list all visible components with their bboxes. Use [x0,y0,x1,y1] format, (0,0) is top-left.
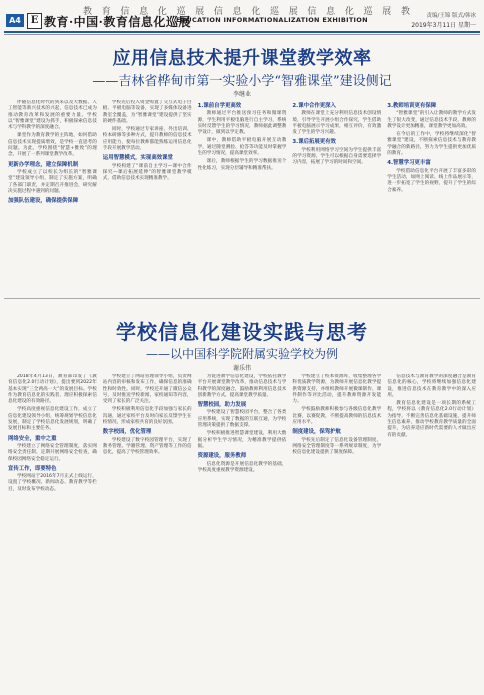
article2-column-1 [8,374,97,692]
masthead-char: 信 [213,7,224,17]
section-heading: 2.课中合作更深入 [292,103,336,109]
article1-column-1 [8,100,97,290]
article1-author: 李继业 [232,91,251,98]
masthead-char: 巡 [363,7,374,17]
masthead-char: 息 [139,7,150,17]
paragraph: 学校建立了校本资源库，收集整理各学科优质教学资源，为教师开展信息化教学提供资源支持，并组织教师开展微课制作、课件制作等评比活动，提升教师资源开发能力。 [292,374,382,405]
section-heading: 4.智慧学习更丰富 [387,160,431,167]
section-heading: 资源建设，服务教师 [197,453,247,460]
article2-body [8,374,476,692]
paragraph: 伴随信息化时代的到来以及大数据、人工智能等新兴技术的兴起，信息技术已成为推动教育改革和发展的重要力量。学校以“智雅课堂”建设为抓手，积极探索信息技术与学科教学的深度融合。 [8,100,97,131]
paragraph: 课堂作为教育教学的主阵地，如何借助信息技术实现提质增效，是学校一直思考的问题。为此，学校围绕“智慧+雅致”的理念，开展了一系列课堂教学改革。 [8,133,97,158]
paragraph: 为促进教学信息化建设，学校依托教学平台开展课堂教学改革，推动信息技术与学科教学的深度融合，鼓励教师利用信息技术创新教学方式，提高课堂教学质量。 [197,374,287,398]
paragraph: 学校借助信息化平台开展了丰富多彩的学生活动，如网上阅读、线上作品展示等，进一步拓宽了学生的视野，提升了学生的综合素养。 [387,168,476,193]
paragraph: 同时，学校通过专家讲座、外出培训、校本研修等多种方式，提升教师的信息技术应用能力，使每位教师都能熟练运用信息化手段开展教学活动。 [102,127,192,152]
masthead-char: 教 [82,7,93,17]
section-heading: 宣传工作，即要特色 [8,465,57,472]
paragraph: 学校积极推进智慧课堂建设，利用大数据分析学生学习情况，为精准教学提供依据。 [197,431,287,449]
masthead-rule-thin [4,34,480,35]
section-heading: 3.教师培训更有保障 [387,103,437,109]
article2-column-4 [292,374,381,692]
paragraph: 学校鼓励教师积极参与各级信息化教学比赛，以赛促教，不断提高教师的信息技术应用水平。 [292,407,382,426]
masthead-char: 信 [307,7,318,17]
paragraph: 课中，教师借助平板电脑开展互动教学，通过随堂测验、抢答等功能及时掌握学生的学习情况，提高课堂效率。 [197,138,287,157]
masthead-char: 息 [232,7,243,17]
paragraph: 信息化资源是开展信息化教学的基础，学校高度重视教学资源建设。 [197,461,287,473]
article-divider [4,298,480,299]
paragraph: 学校利用网络学习空间为学生提供丰富的学习资源，学生可以根据自身需要选择学习内容，拓展了学习的时间和空间。 [292,147,382,166]
article2-author: 谢乐伟 [232,365,251,372]
article1-column-5 [387,100,476,290]
paragraph: 课后，教师根据学生的学习数据推送个性化练习，实现分层辅导和精准帮扶。 [197,159,287,171]
paragraph: 学校建立了网络安全管理制度，落实网络安全责任制，定期开展网络安全检查，确保校园网络安全稳定运行。 [8,443,97,462]
paragraph: 学校建设了数字校园管理平台，实现了教务管理、学籍管理、资产管理等工作的信息化，提高了学校管理效率。 [102,437,192,456]
masthead-char: 息 [326,7,337,17]
article2-subtitle: ——以中国科学院附属实验学校为例 [145,347,338,361]
article1-body [8,100,476,290]
masthead-char: 化 [344,7,355,17]
masthead-char: 化 [157,7,168,17]
article2-column-2 [103,374,192,692]
masthead-char: 育 [101,7,112,17]
paragraph: 学校成立了以校长为组长的“智雅课堂”建设领导小组，制定了实施方案，明确了各部门职责，并定期召开推进会，研究解决实施过程中遇到的问题。 [8,169,97,194]
section-heading: 3.课后拓展更有效 [292,139,336,146]
article1-column-4 [292,100,381,290]
article2-column-5 [387,374,476,692]
paragraph: 学校建设了智慧校园平台，整合了各类应用系统，实现了数据的互联互通，为学校管理决策提供了数据支撑。 [197,410,287,429]
section-heading: 制度建设，保驾护航 [292,429,341,436]
section-heading: 数字校园，优化管理 [102,429,152,436]
article1-headline: 应用信息技术提升课堂教学效率 [112,48,372,69]
paragraph: 学校构建了“课前自主学习—课中合作探究—课后拓展延伸”的智雅课堂教学模式，借助信息技术实现精准教学。 [102,163,192,182]
paragraph: 学校先后制定了信息化设备管理制度、网络安全管理制度等一系列规章制度，为学校信息化建设提供了制度保障。 [292,437,382,456]
editors-credit: 责编/王锦 版式/韩冰 [426,13,476,19]
page-number: A4 [6,14,24,27]
section-english-name: EDUCATION INFORMATIONALIZATION EXHIBITION [176,16,368,24]
paragraph: 教师通过平台推送预习任务和微课资源，学生利用平板电脑进行自主学习，系统实时反馈学生的学习情况，教师据此调整教学设计，做到以学定教。 [197,111,287,136]
paragraph: 信息技术与教育教学的深度融合是教育信息化的核心，学校将继续加强信息化建设，推进信息技术在教育教学中的深入应用。 [387,374,476,398]
article1-subtitle: ——吉林省桦甸市第一实验小学“智雅课堂”建设侧记 [92,74,392,89]
section-heading: 加强队伍建设，确保提供保障 [8,198,79,205]
masthead-char: 化 [251,7,262,17]
section-name: 教育·中国·教育信息化巡展 [44,15,191,29]
article2-column-3 [198,374,287,692]
section-heading: 更新办学理念，建立保障机制 [8,161,79,168]
paragraph: 2018年4月13日，教育部印发了《教育信息化2.0行动计划》，提出要到2022年基本实现“三全两高一大”的发展目标。学校作为教育信息化的实践者，理应积极探索信息化建设的有效路径。 [8,374,97,405]
masthead-char: 展 [288,7,299,17]
masthead-char: 巡 [270,7,281,17]
masthead-char: 教 [400,7,411,17]
article1-column-3 [198,100,287,290]
paragraph: 在今后的工作中，学校将继续深化“智雅课堂”建设，不断探索信息技术与教育教学融合的新路径，努力为学生提供更加优质的教育。 [387,132,476,157]
masthead [0,0,484,34]
section-heading: 运用智慧模式，实现高效课堂 [102,155,173,162]
masthead-char: 展 [382,7,393,17]
masthead-char: 巡 [176,7,187,17]
section-badge: E [27,13,42,29]
issue-date: 2019年3月11日 星期一 [411,22,476,29]
paragraph: 教师在课堂上充分利用信息技术创设情境，引导学生开展小组合作探究，学生借助平板电脑展示学习成果，相互评价，有效激发了学生的学习兴趣。 [292,111,382,136]
paragraph: 教育信息化建设是一项长期的系统工程，学校将以《教育信息化2.0行动计划》为指导，不断完善信息化基础设施，提升师生信息素养，推动学校教育教学质量的全面提升，为培养适应新时代需要的人才做出应有的贡献。 [387,401,476,438]
paragraph: 学校积极利用信息化手段加强与家长的沟通，通过家校平台及时向家长反馈学生在校情况，形成家校共育的良好氛围。 [102,407,192,426]
article2-headline: 学校信息化建设实践与思考 [116,320,368,344]
paragraph: 学校建立了网站管理领导小组，负责网站内容的审核和发布工作，确保信息的准确性和时效性。同时，学校还开通了微信公众号，及时推送学校新闻、家校通知等内容，受到了家长的广泛关注。 [102,374,192,405]
paragraph: 学校先后投入资金购置了交互式电子白板、平板电脑等设备，实现了多媒体设备进教室全覆盖，为“智雅课堂”建设提供了坚实的硬件基础。 [102,100,192,124]
section-heading: 智慧校园，助力发展 [197,402,247,409]
section-heading: 网络安全，重中之重 [8,435,57,442]
paragraph: “智雅课堂”的引入让教师的教学方式发生了很大改变，通过信息技术手段，教师的教学设计更加精准，课堂教学更加高效。 [387,111,476,129]
masthead-char: 信 [120,7,131,17]
paragraph: 学校网站于2016年7月正式上线运行，设置了学校概况、新闻动态、教育教学等栏目，及时发布学校动态。 [8,474,97,492]
section-heading: 1.课前自学更高效 [197,103,242,109]
masthead-char: 展 [195,7,206,17]
paragraph: 学校高度重视信息化建设工作，成立了信息化建设领导小组，统筹规划学校信息化发展，制定了学校信息化发展规划，明确了发展目标和主要任务。 [8,407,97,432]
masthead-rule [4,31,480,33]
article1-column-2 [103,100,192,290]
